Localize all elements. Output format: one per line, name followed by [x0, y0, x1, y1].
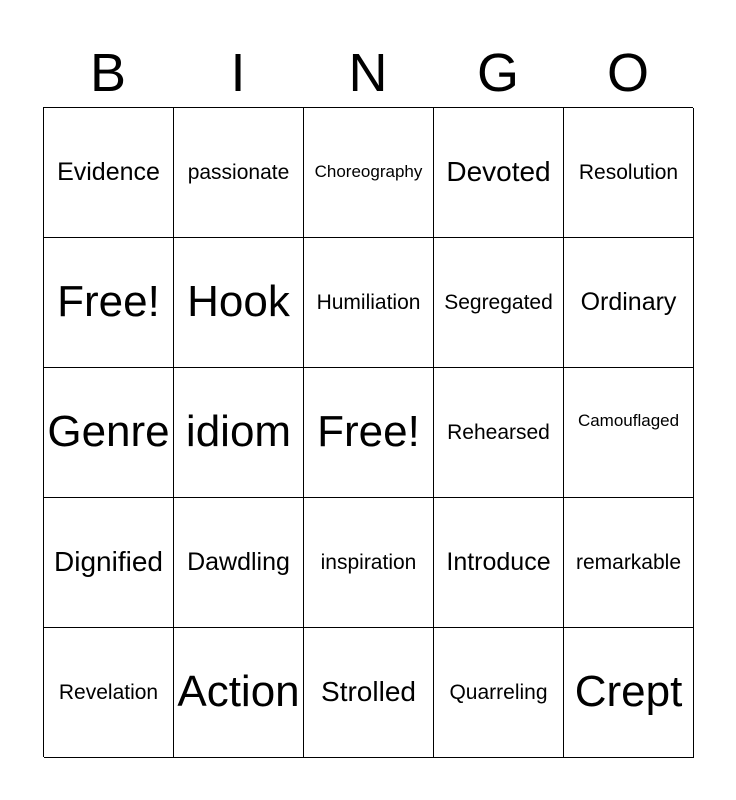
bingo-cell-r3c1[interactable]: Genre	[44, 368, 174, 498]
bingo-cell-r4c5[interactable]: remarkable	[564, 498, 694, 628]
bingo-cell-r4c3[interactable]: inspiration	[304, 498, 434, 628]
bingo-cell-r1c5[interactable]: Resolution	[564, 108, 694, 238]
header-letter-n: N	[348, 43, 388, 103]
bingo-cell-r5c5[interactable]: Crept	[564, 628, 694, 758]
bingo-cell-r3c4[interactable]: Rehearsed	[434, 368, 564, 498]
bingo-board	[43, 107, 693, 757]
bingo-cell-r2c4[interactable]: Segregated	[434, 238, 564, 368]
bingo-cell-r1c2[interactable]: passionate	[174, 108, 304, 238]
bingo-cell-r3c2[interactable]: idiom	[174, 368, 304, 498]
bingo-cell-r5c3[interactable]: Strolled	[304, 628, 434, 758]
header-letter-i: I	[230, 43, 246, 103]
bingo-cell-r2c3[interactable]: Humiliation	[304, 238, 434, 368]
bingo-cell-r2c5[interactable]: Ordinary	[564, 238, 694, 368]
bingo-cell-r1c3[interactable]: Choreography	[304, 108, 434, 238]
bingo-header	[43, 40, 693, 106]
header-letter-g: G	[476, 43, 519, 103]
bingo-cell-r5c2[interactable]: Action	[174, 628, 304, 758]
header-letter-b: B	[89, 43, 127, 103]
bingo-cell-r2c2[interactable]: Hook	[174, 238, 304, 368]
bingo-cell-r3c5[interactable]: Camouflaged	[564, 368, 694, 498]
bingo-cell-r1c1[interactable]: Evidence	[44, 108, 174, 238]
bingo-cell-r4c1[interactable]: Dignified	[44, 498, 174, 628]
bingo-cell-r3c3-free[interactable]: Free!	[304, 368, 434, 498]
header-letter-o: O	[606, 43, 649, 103]
bingo-cell-r4c2[interactable]: Dawdling	[174, 498, 304, 628]
bingo-cell-r4c4[interactable]: Introduce	[434, 498, 564, 628]
bingo-cell-r1c4[interactable]: Devoted	[434, 108, 564, 238]
bingo-cell-r5c1[interactable]: Revelation	[44, 628, 174, 758]
bingo-cell-r5c4[interactable]: Quarreling	[434, 628, 564, 758]
bingo-cell-r2c1-free[interactable]: Free!	[44, 238, 174, 368]
